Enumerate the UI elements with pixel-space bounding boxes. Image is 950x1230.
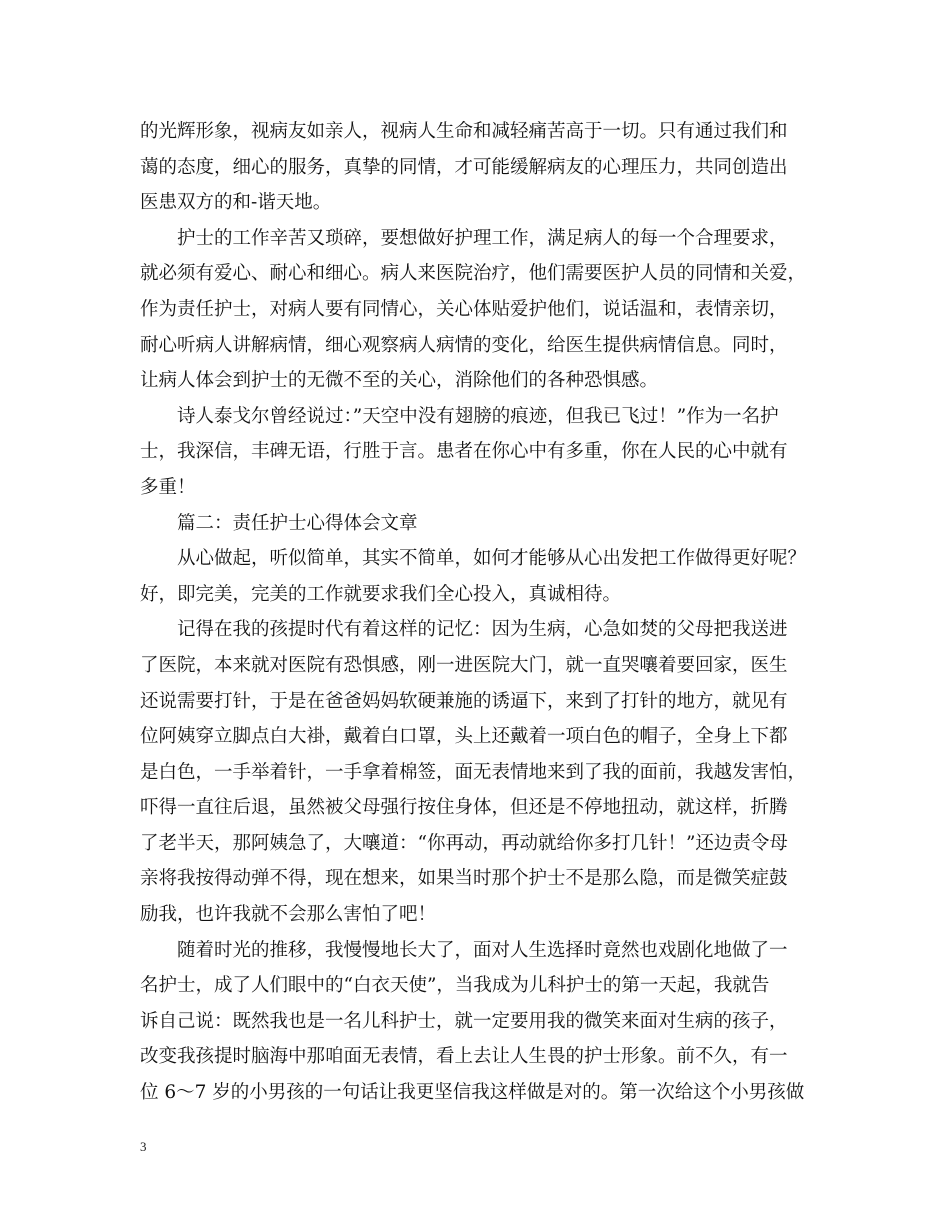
text-line: 是白色，一手举着针，一手拿着棉签，面无表情地来到了我的面前，我越发害怕， — [140, 761, 807, 783]
paragraph-start-line: 护士的工作辛苦又琐碎，要想做好护理工作，满足病人的每一个合理要求， — [177, 227, 788, 249]
paragraph-start-line: 随着时光的推移，我慢慢地长大了，面对人生选择时竟然也戏剧化地做了一 — [177, 939, 788, 961]
text-line: 让病人体会到护士的无微不至的关心，消除他们的各种恐惧感。 — [140, 370, 659, 392]
body-text — [140, 114, 820, 1111]
text-line: 位阿姨穿立脚点白大褂，戴着白口罩，头上还戴着一项白色的帽子，全身上下都 — [140, 726, 788, 748]
text-line: 就必须有爱心、耐心和细心。病人来医院治疗，他们需要医护人员的同情和关爱， — [140, 263, 807, 285]
text-line: 亲将我按得动弹不得，现在想来，如果当时那个护士不是那么隐，而是微笑症鼓 — [140, 868, 788, 890]
text-line: 名护士，成了人们眼中的“白衣天使”，当我成为儿科护士的第一天起，我就告 — [140, 975, 770, 997]
section-heading: 篇二：责任护士心得体会文章 — [177, 512, 418, 534]
text-line: 诉自己说：既然我也是一名儿科护士，就一定要用我的微笑来面对生病的孩子， — [140, 1010, 788, 1032]
text-line: 吓得一直往后退，虽然被父母强行按住身体，但还是不停地扭动，就这样，折腾 — [140, 797, 788, 819]
paragraph-start-line: 诗人泰戈尔曾经说过：”天空中没有翅膀的痕迹，但我已飞过！”作为一名护 — [177, 405, 779, 427]
text-line: 耐心听病人讲解病情，细心观察病人病情的变化，给医生提供病情信息。同时， — [140, 334, 788, 356]
text-line: 位 6～7 岁的小男孩的一句话让我更坚信我这样做是对的。第一次给这个小男孩做 — [140, 1082, 805, 1104]
paragraph-start-line: 从心做起，听似简单，其实不简单，如何才能够从心出发把工作做得更好呢？ — [177, 548, 807, 570]
text-line: 了医院，本来就对医院有恐惧感，刚一进医院大门，就一直哭嚷着要回家，医生 — [140, 654, 788, 676]
text-line: 士，我深信，丰碑无语，行胜于言。患者在你心中有多重，你在人民的心中就有 — [140, 441, 788, 463]
page-number: 3 — [140, 1139, 147, 1154]
text-line: 了老半天，那阿姨急了，大嚷道：“你再动，再动就给你多打几针！”还边责令母 — [140, 832, 788, 854]
text-line: 的光辉形象，视病友如亲人，视病人生命和减轻痛苦高于一切。只有通过我们和 — [140, 121, 788, 142]
text-line: 多重！ — [140, 476, 196, 498]
text-line: 还说需要打针，于是在爸爸妈妈软硬兼施的诱逼下，来到了打针的地方，就见有 — [140, 690, 788, 712]
paragraph-start-line: 记得在我的孩提时代有着这样的记忆：因为生病，心急如焚的父母把我送进 — [177, 619, 788, 641]
text-line: 励我，也许我就不会那么害怕了吧！ — [140, 904, 437, 926]
text-line: 改变我孩提时脑海中那咱面无表情，看上去让人生畏的护士形象。前不久，有一 — [140, 1046, 788, 1068]
text-line: 作为责任护士，对病人要有同情心，关心体贴爱护他们，说话温和，表情亲切， — [140, 298, 788, 320]
text-line: 好，即完美，完美的工作就要求我们全心投入，真诚相待。 — [140, 583, 622, 605]
text-line: 蔼的态度，细心的服务，真挚的同情，才可能缓解病友的心理压力，共同创造出 — [140, 156, 788, 178]
text-line: 医患双方的和-谐天地。 — [140, 192, 332, 214]
